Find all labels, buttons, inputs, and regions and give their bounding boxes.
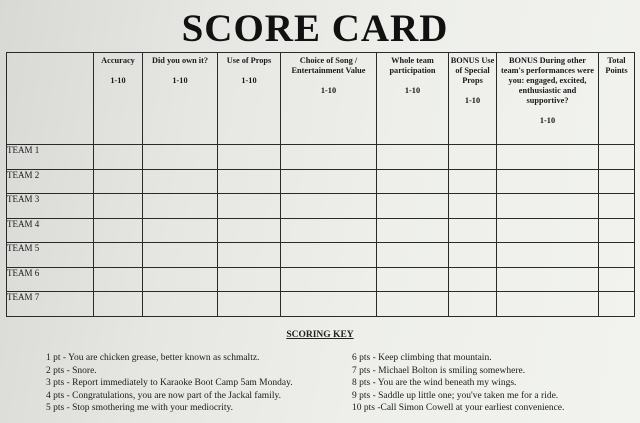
score-cell[interactable]	[218, 292, 281, 317]
score-cell[interactable]	[281, 267, 377, 292]
header-cell-own-it: Did you own it? 1-10	[143, 53, 218, 145]
header-cell-blank	[7, 53, 94, 145]
score-cell[interactable]	[377, 218, 449, 243]
score-cell[interactable]	[599, 292, 635, 317]
score-cell[interactable]	[599, 169, 635, 194]
score-cell[interactable]	[218, 194, 281, 219]
scoring-key-line: 6 pts - Keep climbing that mountain.	[352, 353, 492, 363]
team-row	[7, 194, 635, 219]
team-label: TEAM 7	[7, 292, 94, 317]
scoring-key-line: 2 pts - Snore.	[46, 365, 97, 376]
score-cell[interactable]	[94, 218, 143, 243]
scoring-key-line: 5 pts - Stop smothering me with your mediocrity.	[46, 403, 233, 413]
team-label: TEAM 2	[7, 169, 94, 194]
header-cell-song-choice: Choice of Song / Entertainment Value 1-10	[281, 53, 377, 145]
scoring-key-line: 10 pts -Call Simon Cowell at your earliest convenience.	[352, 403, 565, 413]
scoring-key-left-column	[46, 352, 293, 415]
score-cell[interactable]	[143, 292, 218, 317]
score-cell[interactable]	[218, 267, 281, 292]
team-label: TEAM 6	[7, 267, 94, 292]
scoring-key-line: 1 pt - You are chicken grease, better known as schmaltz.	[46, 353, 260, 363]
header-cell-accuracy: Accuracy 1-10	[94, 53, 143, 145]
team-label: TEAM 1	[7, 145, 94, 170]
score-cell[interactable]	[449, 145, 497, 170]
score-cell[interactable]	[143, 267, 218, 292]
score-cell[interactable]	[449, 194, 497, 219]
score-cell[interactable]	[497, 267, 599, 292]
header-cell-props: Use of Props 1-10	[218, 53, 281, 145]
score-cell[interactable]	[281, 243, 377, 268]
team-label: TEAM 5	[7, 243, 94, 268]
scoring-key-right-column	[352, 352, 564, 415]
score-cell[interactable]	[599, 218, 635, 243]
score-cell[interactable]	[449, 267, 497, 292]
score-cell[interactable]	[94, 292, 143, 317]
score-cell[interactable]	[143, 145, 218, 170]
team-row	[7, 267, 635, 292]
score-cell[interactable]	[497, 218, 599, 243]
score-cell[interactable]	[449, 218, 497, 243]
scoring-key-line: 7 pts - Michael Bolton is smiling somewhere.	[352, 365, 526, 376]
header-row	[7, 53, 635, 145]
score-cell[interactable]	[281, 218, 377, 243]
score-cell[interactable]	[94, 169, 143, 194]
score-cell[interactable]	[143, 194, 218, 219]
score-cell[interactable]	[94, 145, 143, 170]
scoring-key-line: 3 pts - Report immediately to Karaoke Boot Camp 5am Monday.	[46, 378, 293, 388]
score-cell[interactable]	[599, 267, 635, 292]
score-cell[interactable]	[143, 243, 218, 268]
score-cell[interactable]	[94, 194, 143, 219]
team-row	[7, 145, 635, 170]
score-cell[interactable]	[377, 145, 449, 170]
header-cell-bonus-props: BONUS Use of Special Props 1-10	[449, 53, 497, 145]
team-label: TEAM 3	[7, 194, 94, 219]
header-cell-total: Total Points	[599, 53, 635, 145]
scoring-key-title: SCORING KEY	[286, 330, 354, 340]
score-cell[interactable]	[218, 145, 281, 170]
score-cell[interactable]	[599, 243, 635, 268]
score-cell[interactable]	[497, 169, 599, 194]
page-title: SCORE CARD	[181, 7, 449, 50]
score-cell[interactable]	[281, 145, 377, 170]
team-row	[7, 169, 635, 194]
score-cell[interactable]	[218, 218, 281, 243]
score-cell[interactable]	[599, 145, 635, 170]
team-label: TEAM 4	[7, 218, 94, 243]
score-cell[interactable]	[94, 243, 143, 268]
score-cell[interactable]	[449, 292, 497, 317]
score-cell[interactable]	[143, 169, 218, 194]
score-cell[interactable]	[377, 243, 449, 268]
score-cell[interactable]	[218, 169, 281, 194]
score-cell[interactable]	[449, 243, 497, 268]
scoring-key-line: 4 pts - Congratulations, you are now part of the Jackal family.	[46, 390, 281, 401]
scoring-key-line: 9 pts - Saddle up little one; you've taken me for a ride.	[352, 390, 559, 401]
score-cell[interactable]	[599, 194, 635, 219]
header-cell-bonus-support: BONUS During other team's performances were you: engaged, excited, enthusiastic and supportive? 1-10	[497, 53, 599, 145]
team-row	[7, 218, 635, 243]
score-cell[interactable]	[281, 169, 377, 194]
score-table	[6, 52, 635, 317]
score-cell[interactable]	[497, 243, 599, 268]
score-cell[interactable]	[377, 292, 449, 317]
score-cell[interactable]	[143, 218, 218, 243]
score-cell[interactable]	[94, 267, 143, 292]
team-row	[7, 292, 635, 317]
score-cell[interactable]	[377, 194, 449, 219]
score-cell[interactable]	[449, 169, 497, 194]
score-cell[interactable]	[377, 169, 449, 194]
scoring-key-line: 8 pts - You are the wind beneath my wings.	[352, 378, 517, 388]
score-cell[interactable]	[218, 243, 281, 268]
score-cell[interactable]	[497, 145, 599, 170]
score-cell[interactable]	[497, 194, 599, 219]
score-cell[interactable]	[377, 267, 449, 292]
score-cell[interactable]	[281, 194, 377, 219]
score-cell[interactable]	[281, 292, 377, 317]
team-row	[7, 243, 635, 268]
header-cell-participation: Whole team participation 1-10	[377, 53, 449, 145]
score-cell[interactable]	[497, 292, 599, 317]
